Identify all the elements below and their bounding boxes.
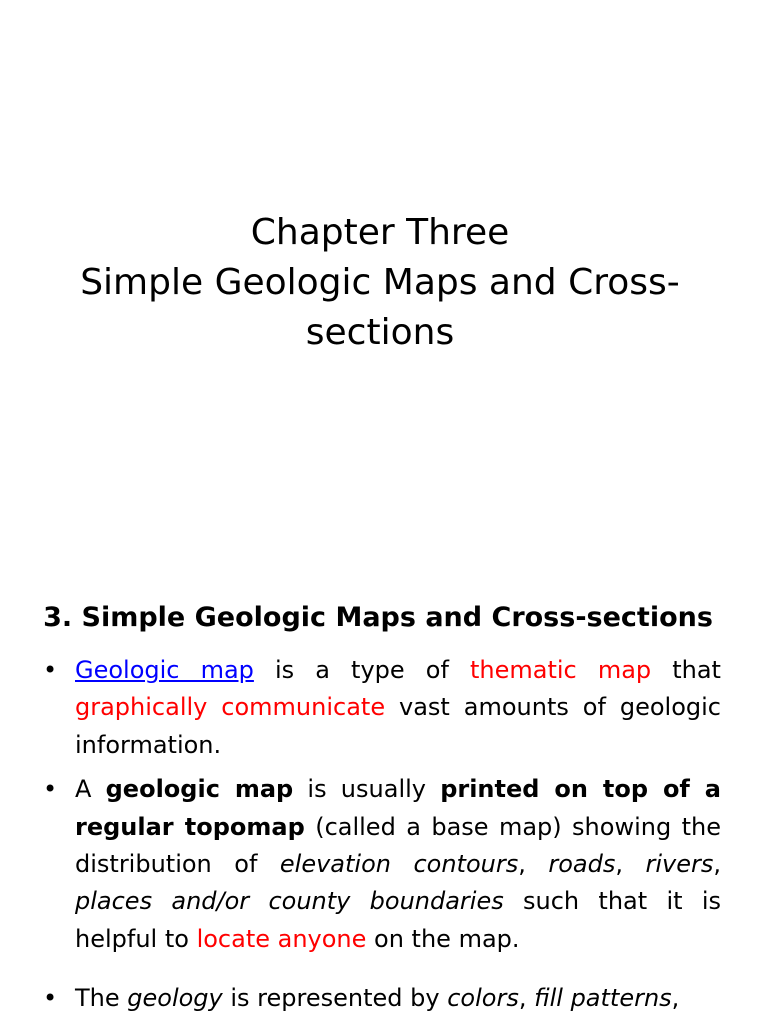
highlight-text: thematic map — [469, 656, 652, 684]
title-line-2: Simple Geologic Maps and Cross- — [80, 262, 680, 303]
bullet-text: is usually — [293, 775, 441, 804]
bold-text: geologic map — [105, 775, 294, 804]
bullet-text: that — [651, 656, 721, 684]
slide-title — [60, 208, 700, 358]
bullet-text: such that it is helpful to — [75, 887, 722, 953]
italic-text: elevation contours — [279, 850, 519, 879]
bullet-text: is a type of — [253, 656, 470, 684]
bullet-text: , — [671, 984, 680, 1013]
bullet-text: vast amounts of geologic information. — [75, 693, 721, 759]
bullet-item-geology-representation — [0, 980, 721, 1017]
bullet-text: , — [518, 984, 535, 1013]
bullet-text: (called a base map) showing the distribution of — [75, 812, 721, 879]
geologic-map-link[interactable]: Geologic map — [75, 656, 254, 684]
italic-text: colors — [447, 984, 519, 1013]
highlight-text: graphically communicate — [75, 693, 386, 722]
bullet-text: A — [75, 775, 106, 804]
italic-text: places and/or county boundaries — [75, 887, 504, 916]
title-line-3: sections — [305, 312, 455, 353]
italic-text: rivers — [645, 850, 714, 879]
bullet-text: , — [518, 850, 549, 879]
italic-text: roads — [548, 850, 616, 879]
bullet-item-geologic-map — [0, 652, 721, 764]
italic-text: geology — [127, 984, 223, 1013]
bullet-text: , — [713, 850, 721, 879]
bullet-item-base-map — [0, 771, 721, 958]
bullet-text: on the map. — [366, 924, 520, 953]
italic-text: fill patterns — [534, 984, 672, 1013]
bullet-text: is represented by — [222, 984, 448, 1013]
section-heading: 3. Simple Geologic Maps and Cross-sections — [43, 602, 713, 633]
bullet-text: The — [75, 984, 128, 1013]
bullet-list — [0, 652, 768, 1024]
bold-text: printed on top of a regular topomap — [75, 775, 721, 841]
highlight-text: locate anyone — [196, 924, 367, 953]
bullet-text: , — [615, 850, 646, 879]
title-line-1: Chapter Three — [250, 212, 510, 253]
